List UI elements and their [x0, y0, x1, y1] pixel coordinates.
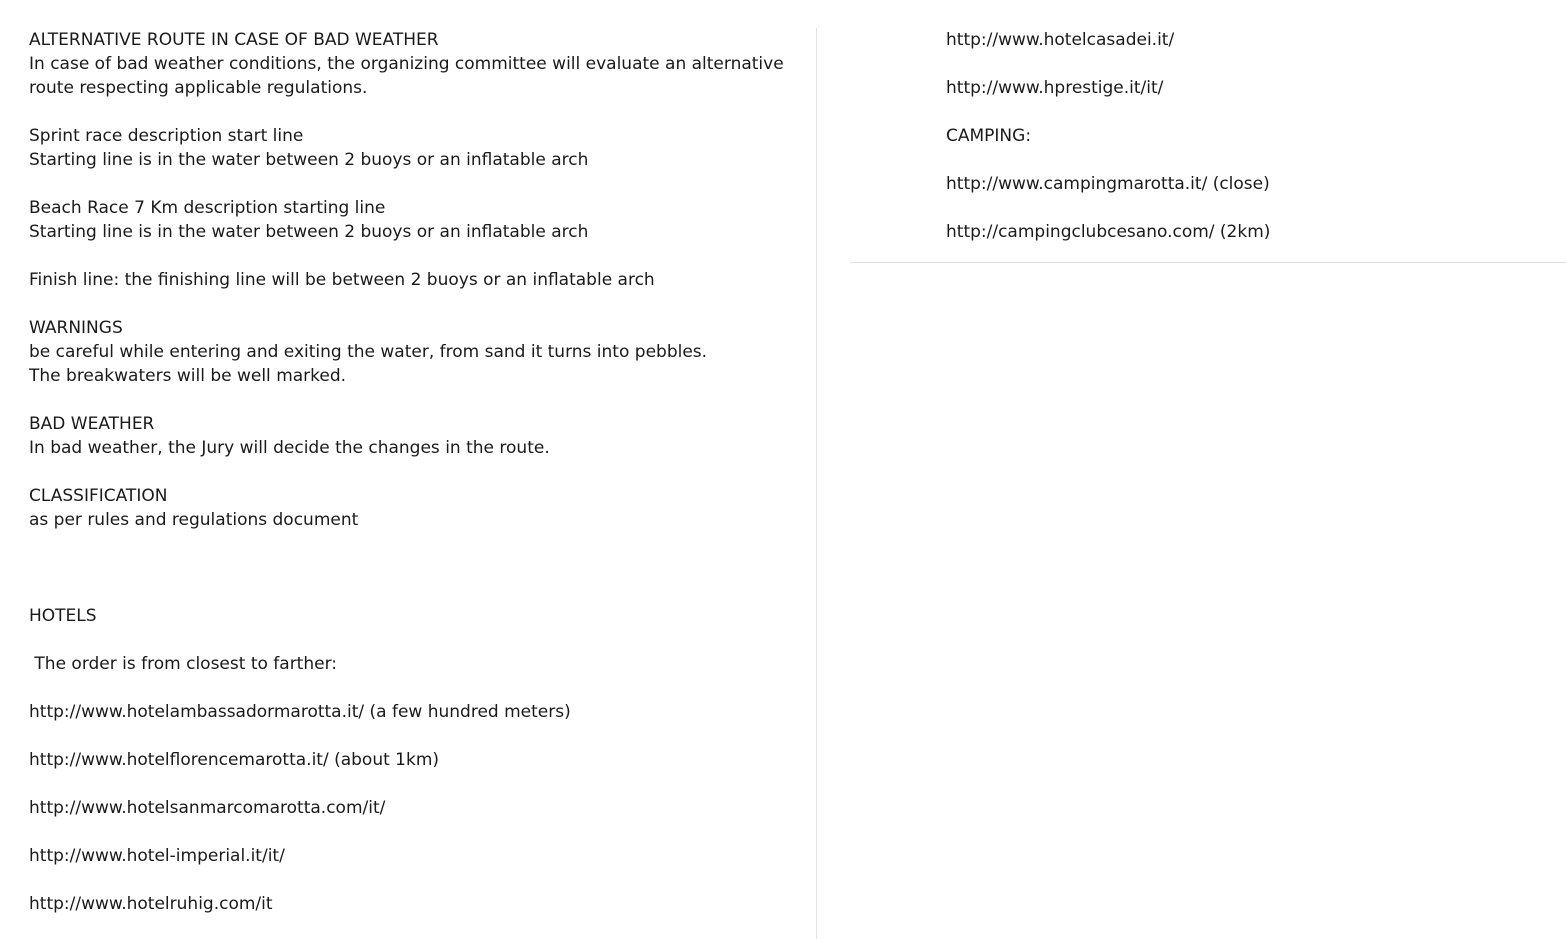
hotel-link-7[interactable]: http://www.hprestige.it/it/ [946, 78, 1164, 98]
alt-route-heading: ALTERNATIVE ROUTE IN CASE OF BAD WEATHER [29, 30, 439, 50]
hotels-heading: HOTELS [29, 606, 97, 626]
hotel-link-1[interactable]: http://www.hotelambassadormarotta.it/ (a few hundred meters) [29, 702, 571, 722]
hotel-link-6[interactable]: http://www.hotelcasadei.it/ [946, 30, 1175, 50]
camping-link-2[interactable]: http://campingclubcesano.com/ (2km) [946, 222, 1271, 242]
warnings-heading: WARNINGS [29, 318, 123, 338]
camping-heading: CAMPING: [946, 126, 1032, 146]
alt-route-text-line-2: route respecting applicable regulations. [29, 78, 368, 98]
section-rule [850, 262, 1566, 263]
sprint-text: Starting line is in the water between 2 buoys or an inflatable arch [29, 150, 589, 170]
sprint-heading: Sprint race description start line [29, 126, 304, 146]
right-column [946, 28, 1546, 244]
finish-line-text: Finish line: the finishing line will be between 2 buoys or an inflatable arch [29, 270, 655, 290]
hotel-link-4[interactable]: http://www.hotel-imperial.it/it/ [29, 846, 285, 866]
classification-text: as per rules and regulations document [29, 510, 359, 530]
bad-weather-heading: BAD WEATHER [29, 414, 155, 434]
beach-race-text: Starting line is in the water between 2 buoys or an inflatable arch [29, 222, 589, 242]
left-column [29, 28, 799, 916]
warnings-text-line-1: be careful while entering and exiting the water, from sand it turns into pebbles. [29, 342, 708, 362]
bad-weather-text: In bad weather, the Jury will decide the changes in the route. [29, 438, 550, 458]
hotel-link-2[interactable]: http://www.hotelflorencemarotta.it/ (about 1km) [29, 750, 440, 770]
hotel-link-5[interactable]: http://www.hotelruhig.com/it [29, 894, 273, 914]
hotels-intro: The order is from closest to farther: [29, 654, 338, 674]
warnings-text-line-2: The breakwaters will be well marked. [29, 366, 347, 386]
camping-link-1[interactable]: http://www.campingmarotta.it/ (close) [946, 174, 1270, 194]
classification-heading: CLASSIFICATION [29, 486, 168, 506]
hotel-link-3[interactable]: http://www.hotelsanmarcomarotta.com/it/ [29, 798, 386, 818]
column-divider [816, 28, 817, 939]
beach-race-heading: Beach Race 7 Km description starting line [29, 198, 386, 218]
alt-route-text-line-1: In case of bad weather conditions, the organizing committee will evaluate an alternative [29, 54, 784, 74]
